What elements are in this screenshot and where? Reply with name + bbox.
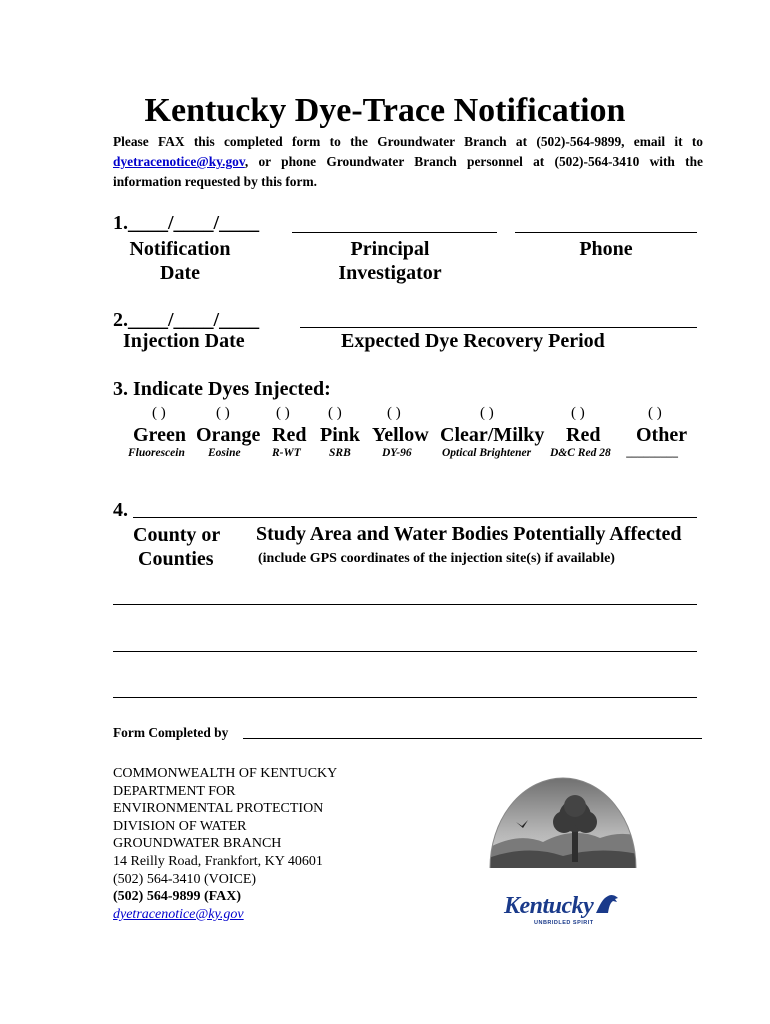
dye-red-dc28: Red <box>566 424 601 446</box>
chem-dy96: DY-96 <box>382 447 412 459</box>
checkbox-red-rwt[interactable]: ( ) <box>276 405 290 421</box>
recovery-period-label: Expected Dye Recovery Period <box>341 330 605 352</box>
phone-line[interactable] <box>515 232 697 233</box>
horse-head-icon <box>594 893 620 915</box>
blank-line-2[interactable] <box>113 651 697 652</box>
chem-dc-red-28: D&C Red 28 <box>550 447 611 459</box>
dye-other: Other <box>636 424 688 446</box>
injection-date-label: Injection Date <box>123 330 245 352</box>
address-line: DEPARTMENT FOR <box>113 783 236 799</box>
kentucky-logo <box>500 893 620 933</box>
principal-investigator-label: Principal Investigator <box>338 238 442 284</box>
chem-optical-brightener: Optical Brightener <box>442 447 532 459</box>
other-dye-blank[interactable]: _________ <box>627 447 679 459</box>
form-title: Kentucky Dye-Trace Notification <box>144 92 626 129</box>
chem-eosine: Eosine <box>208 447 241 459</box>
address-line: ENVIRONMENTAL PROTECTION <box>113 801 324 817</box>
dye-red-rwt: Red <box>272 424 307 446</box>
chem-srb: SRB <box>329 447 351 459</box>
county-label: County or Counties <box>133 524 221 570</box>
gps-note: (include GPS coordinates of the injection site(s) if available) <box>258 551 615 566</box>
landscape-emblem <box>488 776 638 876</box>
notification-date-blank[interactable]: 1.____/____/____ <box>113 212 260 234</box>
chem-fluorescein: Fluorescein <box>128 447 185 459</box>
fax-number: (502) 564-9899 (FAX) <box>113 889 242 905</box>
address-email-link[interactable]: dyetracenotice@ky.gov <box>113 906 244 922</box>
instructions-text-2: , or phone Groundwater Branch personnel at (502)-564-3410 with the information requested by this form. <box>113 154 703 189</box>
address-line: (502) 564-3410 (VOICE) <box>113 871 257 887</box>
dye-orange: Orange <box>196 424 261 446</box>
blank-line-3[interactable] <box>113 697 697 698</box>
kentucky-wordmark: Kentucky <box>504 893 594 919</box>
instructions-text: Please FAX this completed form to the Groundwater Branch at (502)-564-9899, email it to <box>113 134 703 149</box>
dyes-heading: 3. Indicate Dyes Injected: <box>113 378 331 400</box>
checkbox-yellow[interactable]: ( ) <box>387 405 401 421</box>
checkbox-pink[interactable]: ( ) <box>328 405 342 421</box>
kentucky-tagline: UNBRIDLED SPIRIT <box>534 920 594 926</box>
checkbox-green[interactable]: ( ) <box>152 405 166 421</box>
form-completed-by-line[interactable] <box>243 738 702 739</box>
injection-date-blank[interactable]: 2.____/____/____ <box>113 309 260 331</box>
address-line: GROUNDWATER BRANCH <box>113 836 282 852</box>
blank-line-1[interactable] <box>113 604 697 605</box>
address-block <box>113 765 337 923</box>
address-line: DIVISION OF WATER <box>113 818 247 834</box>
address-line: COMMONWEALTH OF KENTUCKY <box>113 766 338 781</box>
study-area-label: Study Area and Water Bodies Potentially Affected <box>256 523 682 545</box>
county-study-area-line[interactable] <box>133 517 697 518</box>
form-completed-by-label: Form Completed by <box>113 725 229 740</box>
recovery-period-line[interactable] <box>300 327 697 328</box>
phone-label: Phone <box>579 238 633 260</box>
chem-rwt: R-WT <box>272 447 301 459</box>
dye-clear-milky: Clear/Milky <box>440 424 545 446</box>
checkbox-orange[interactable]: ( ) <box>216 405 230 421</box>
section4-number: 4. <box>113 499 128 521</box>
email-link[interactable]: dyetracenotice@ky.gov <box>113 154 245 169</box>
address-line: 14 Reilly Road, Frankfort, KY 40601 <box>113 853 323 869</box>
principal-investigator-line[interactable] <box>292 232 497 233</box>
dye-pink: Pink <box>320 424 361 446</box>
checkbox-clear-milky[interactable]: ( ) <box>480 405 494 421</box>
checkbox-other[interactable]: ( ) <box>648 405 662 421</box>
notification-date-label: Notification Date <box>129 238 231 284</box>
instructions <box>113 132 703 192</box>
dye-yellow: Yellow <box>372 424 429 446</box>
dye-green: Green <box>133 424 186 446</box>
checkbox-red-dc28[interactable]: ( ) <box>571 405 585 421</box>
